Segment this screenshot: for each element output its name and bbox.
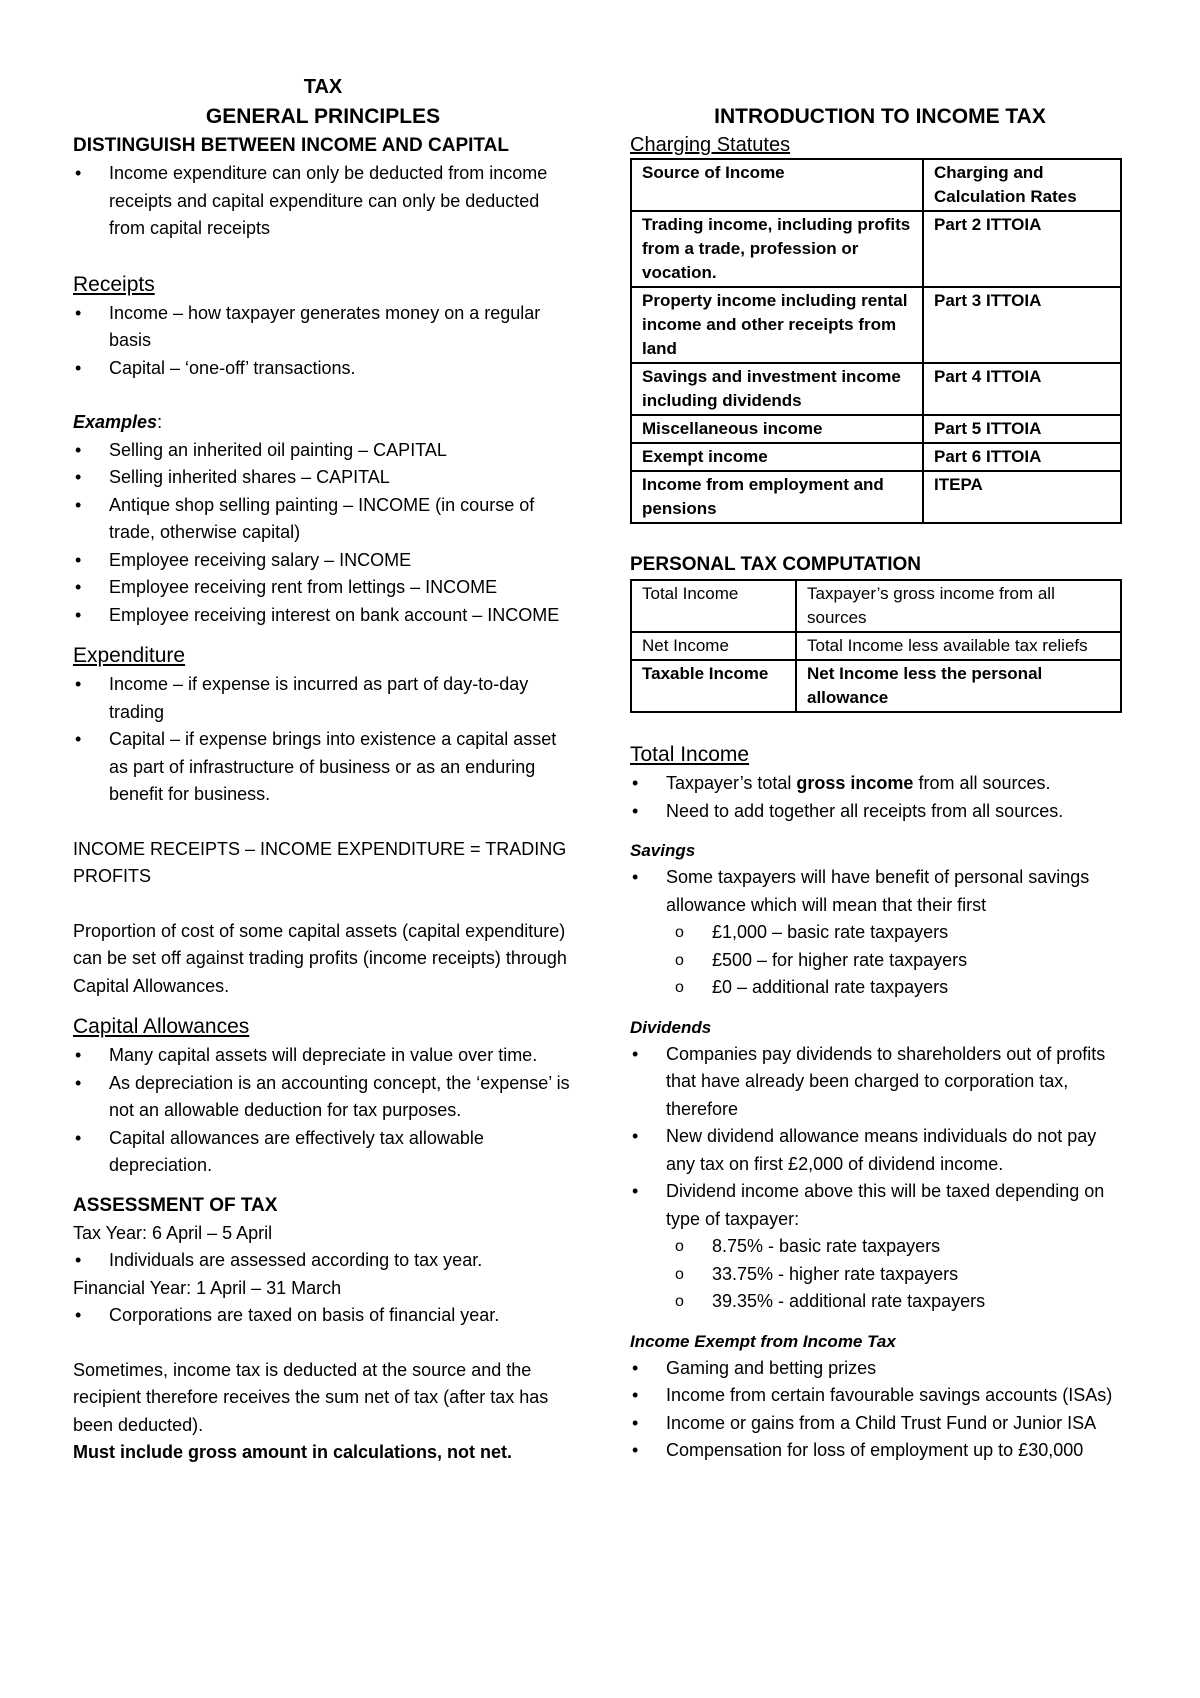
list-item: • Capital – ‘one-off’ transactions. [73, 355, 573, 383]
must-include-text: Must include gross amount in calculations, not net. [73, 1442, 513, 1462]
list-item: • Employee receiving rent from lettings – INCOME [73, 574, 573, 602]
list-item: • As depreciation is an accounting concept, the ‘expense’ is not an allowable deduction for tax purposes. [73, 1070, 573, 1125]
table-cell: Miscellaneous income [631, 415, 923, 443]
distinguish-list [73, 160, 573, 243]
exempt-list [630, 1355, 1130, 1465]
table-cell: Income from employment and pensions [631, 471, 923, 523]
list-item: • Compensation for loss of employment up to £30,000 [630, 1437, 1130, 1465]
list-item: • Taxpayer’s total gross income from all sources. [630, 770, 1130, 798]
total-income-list [630, 770, 1130, 825]
list-item: • Need to add together all receipts from all sources. [630, 798, 1130, 826]
list-item: • Income – if expense is incurred as part of day-to-day trading [73, 671, 573, 726]
general-principles-heading: GENERAL PRINCIPLES [205, 105, 441, 128]
sometimes-text: Sometimes, income tax is deducted at the source and the recipient therefore receives the sum net of tax (after tax has been deducted). [73, 1359, 549, 1435]
list-item: • Antique shop selling painting – INCOME (in course of trade, otherwise capital) [73, 492, 573, 547]
capital-allowances-list [73, 1042, 573, 1180]
list-item: o £0 – additional rate taxpayers [630, 974, 1130, 1002]
table-row [631, 580, 1121, 632]
table-cell: Part 2 ITTOIA [923, 211, 1121, 287]
receipts-heading: Receipts [73, 272, 155, 296]
right-column [630, 102, 1130, 1465]
total-income-heading: Total Income [630, 743, 750, 766]
table-cell: Trading income, including profits from a trade, profession or vocation. [631, 211, 923, 287]
table-cell: Savings and investment income including dividends [631, 363, 923, 415]
savings-list [630, 864, 1130, 919]
charging-statutes-heading: Charging Statutes [630, 134, 791, 156]
table-cell: Total Income less available tax reliefs [796, 632, 1121, 660]
assessment-heading: ASSESSMENT OF TAX [73, 1194, 278, 1216]
table-row [631, 443, 1121, 471]
proportion-text: Proportion of cost of some capital assets (capital expenditure) can be set off against trading profits (income receipts) through Capital Allowances. [73, 920, 567, 996]
list-item: • Some taxpayers will have benefit of personal savings allowance which will mean that their first [630, 864, 1130, 919]
examples-label: Examples: [73, 412, 163, 432]
savings-sub-list [630, 919, 1130, 1002]
dividends-list [630, 1041, 1130, 1234]
list-item: • Income expenditure can only be deducted from income receipts and capital expenditure can only be deducted from capital receipts [73, 160, 573, 243]
table-cell: Part 4 ITTOIA [923, 363, 1121, 415]
intro-heading: INTRODUCTION TO INCOME TAX [714, 105, 1046, 128]
receipts-list [73, 300, 573, 383]
table-cell: Part 6 ITTOIA [923, 443, 1121, 471]
left-column [73, 72, 573, 1467]
list-item: • Selling an inherited oil painting – CAPITAL [73, 437, 573, 465]
list-item: • Dividend income above this will be taxed depending on type of taxpayer: [630, 1178, 1130, 1233]
expenditure-heading: Expenditure [73, 644, 186, 667]
list-item: • Individuals are assessed according to tax year. [73, 1247, 573, 1275]
table-cell: ITEPA [923, 471, 1121, 523]
table-row [631, 471, 1121, 523]
list-item: o 33.75% - higher rate taxpayers [630, 1261, 1130, 1289]
list-item: • Income or gains from a Child Trust Fund or Junior ISA [630, 1410, 1130, 1438]
table-header-cell: Charging and Calculation Rates [923, 159, 1121, 211]
list-item: • Selling inherited shares – CAPITAL [73, 464, 573, 492]
dividends-sub-list [630, 1233, 1130, 1316]
table-header-row [631, 159, 1121, 211]
list-item: • Corporations are taxed on basis of financial year. [73, 1302, 573, 1330]
list-item: • Capital allowances are effectively tax allowable depreciation. [73, 1125, 573, 1180]
list-item: • Companies pay dividends to shareholders out of profits that have already been charged to corporation tax, therefore [630, 1041, 1130, 1124]
table-cell: Part 5 ITTOIA [923, 415, 1121, 443]
table-cell: Taxpayer’s gross income from all sources [796, 580, 1121, 632]
table-row [631, 211, 1121, 287]
formula-text: INCOME RECEIPTS – INCOME EXPENDITURE = TRADING PROFITS [73, 838, 567, 886]
list-item: • Income – how taxpayer generates money on a regular basis [73, 300, 573, 355]
list-item: • Capital – if expense brings into existence a capital asset as part of infrastructure of business or as an enduring benefit for business. [73, 726, 573, 809]
examples-list [73, 437, 573, 630]
list-item: • Income from certain favourable savings accounts (ISAs) [630, 1382, 1130, 1410]
tax-year-text: Tax Year: 6 April – 5 April [73, 1222, 273, 1243]
table-cell: Part 3 ITTOIA [923, 287, 1121, 363]
computation-heading: PERSONAL TAX COMPUTATION [630, 554, 921, 575]
table-cell: Net Income less the personal allowance [796, 660, 1121, 712]
exempt-heading: Income Exempt from Income Tax [630, 1331, 896, 1351]
table-row [631, 660, 1121, 712]
table-row [631, 632, 1121, 660]
expenditure-list [73, 671, 573, 809]
table-row [631, 287, 1121, 363]
table-cell: Net Income [631, 632, 796, 660]
list-item: • Employee receiving interest on bank account – INCOME [73, 602, 573, 630]
financial-year-text: Financial Year: 1 April – 31 March [73, 1277, 342, 1298]
capital-allowances-heading: Capital Allowances [73, 1015, 250, 1038]
distinguish-heading: DISTINGUISH BETWEEN INCOME AND CAPITAL [73, 135, 509, 156]
list-item: o 8.75% - basic rate taxpayers [630, 1233, 1130, 1261]
table-cell: Taxable Income [631, 660, 796, 712]
savings-heading: Savings [630, 841, 696, 860]
list-item: o £500 – for higher rate taxpayers [630, 947, 1130, 975]
list-item: • New dividend allowance means individuals do not pay any tax on first £2,000 of dividend income. [630, 1123, 1130, 1178]
table-row [631, 363, 1121, 415]
list-item: o £1,000 – basic rate taxpayers [630, 919, 1130, 947]
doc-title: TAX [303, 76, 343, 98]
list-item: • Many capital assets will depreciate in value over time. [73, 1042, 573, 1070]
table-cell: Property income including rental income and other receipts from land [631, 287, 923, 363]
personal-tax-computation-table [630, 579, 1122, 713]
charging-statutes-table [630, 158, 1122, 524]
list-item: • Employee receiving salary – INCOME [73, 547, 573, 575]
dividends-heading: Dividends [630, 1017, 712, 1037]
list-item: • Gaming and betting prizes [630, 1355, 1130, 1383]
table-cell: Exempt income [631, 443, 923, 471]
table-header-cell: Source of Income [631, 159, 923, 211]
table-row [631, 415, 1121, 443]
table-cell: Total Income [631, 580, 796, 632]
list-item: o 39.35% - additional rate taxpayers [630, 1288, 1130, 1316]
